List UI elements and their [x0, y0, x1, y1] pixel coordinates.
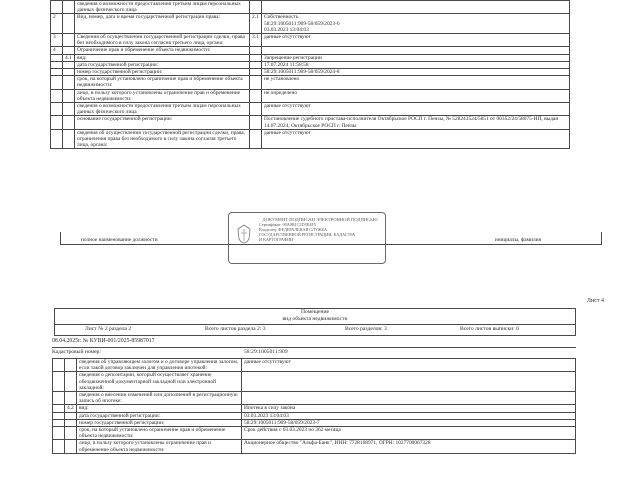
row-label: сведения о внесении изменений или дополнений в регистрационную запись об ипотеке:: [77, 392, 242, 405]
table-row: [51, 14, 570, 34]
table-row: [51, 34, 570, 47]
table-row: [53, 405, 576, 412]
section-sheet-total: Всего листов раздела 2: 3: [205, 326, 266, 332]
row-label: срок, на который установлено ограничение прав и обременение объекта недвижимости:: [77, 427, 242, 440]
row-number: [51, 129, 63, 149]
row-value: Собственность 58:29:1005011:909-58/059/2023-6 03.03.2023 13:04:03: [262, 14, 570, 34]
row-label: лицо, в пользу которого установлены ограничение прав и обременение объекта недвижимости:: [75, 89, 250, 102]
cadastral-label: Кадастровый номер:: [52, 349, 101, 355]
row-value: [262, 1, 570, 14]
row-number: [53, 412, 65, 419]
row-label: сведения о депозитарии, который осуществляет хранение обездвиженной документарной закладной или электронной закладной:: [77, 372, 242, 392]
row-subnumber: [65, 412, 77, 419]
row-value: 17.07.2024 11:58:58: [262, 61, 570, 68]
object-type-caption: вид объекта недвижимости: [282, 316, 348, 322]
position-label: полное наименование должности: [81, 237, 158, 243]
row-subnumber: [250, 103, 262, 116]
table-row: [53, 427, 576, 440]
extract-id: 08.04.2025г. № КУВИ-001/2025-85987017: [52, 338, 155, 344]
row-subnumber: [63, 1, 75, 14]
row-subnumber: [65, 392, 77, 405]
row-value: 58:29:1005011:909-58/059/2024-8: [262, 69, 570, 76]
table-row: [51, 69, 570, 76]
row-label: сведения об осуществлении государственной регистрации сделки, права, ограничения права без необходимого в силу закона согласия третьего лица, органа:: [75, 129, 250, 149]
row-number: [53, 427, 65, 440]
row-subnumber: 4.2: [65, 405, 77, 412]
row-subnumber: [63, 76, 75, 89]
row-label: основание государственной регистрации:: [75, 116, 250, 129]
row-subnumber: [250, 54, 262, 61]
sheet-meta-row: [54, 324, 576, 336]
row-number: [51, 61, 63, 68]
row-number: 3: [51, 34, 63, 47]
table-row: [51, 76, 570, 89]
row-label: номер государственной регистрации:: [77, 419, 242, 426]
row-subnumber: [63, 103, 75, 116]
row-number: [53, 405, 65, 412]
row-number: [51, 116, 63, 129]
table-row: [53, 419, 576, 426]
object-type: Помещение: [300, 309, 329, 315]
table-row: [51, 61, 570, 68]
row-subnumber: [65, 440, 77, 453]
row-value: данные отсутствуют: [262, 129, 570, 149]
row-value: данные отсутствуют: [242, 359, 576, 372]
rights-table: [50, 0, 570, 149]
row-value: Акционерное общество "Альфа-Банк", ИНН: 7728168971, ОГРН: 1027700067328: [242, 440, 576, 453]
row-label: Ограничение прав и обременение объекта недвижимости:: [75, 47, 250, 54]
row-subnumber: [63, 89, 75, 102]
row-value: [242, 392, 576, 405]
stamp-line: ГОСУДАРСТВЕННОЙ РЕГИСТРАЦИИ, КАДАСТРА: [259, 232, 356, 237]
row-number: [51, 76, 63, 89]
row-subnumber: [65, 419, 77, 426]
row-value: не установлено: [262, 76, 570, 89]
table-row: [53, 372, 576, 392]
row-subnumber: [63, 129, 75, 149]
row-label: дата государственной регистрации:: [77, 412, 242, 419]
row-subnumber: [250, 1, 262, 14]
row-label: вид:: [75, 54, 250, 61]
row-subnumber: [250, 116, 262, 129]
row-number: [53, 359, 65, 372]
table-row: [51, 47, 570, 54]
row-number: [51, 69, 63, 76]
stamp-line: Сертификат: 00A0B1C2D3E4F5: [259, 222, 316, 227]
row-label: сведения о возможности предоставления третьим лицам персональных данных физического лица: [75, 103, 250, 116]
row-number: [53, 372, 65, 392]
row-label: срок, на который установлено ограничение прав и обременение объекта недвижимости:: [75, 76, 250, 89]
name-label: инициалы, фамилия: [494, 237, 541, 243]
row-subnumber: [63, 14, 75, 34]
stamp-title: ДОКУМЕНТ ПОДПИСАН ЭЛЕКТРОННОЙ ПОДПИСЬЮ: [262, 217, 378, 222]
row-value: [262, 47, 570, 54]
table-row: [51, 129, 570, 149]
row-value: Запрещение регистрации: [262, 54, 570, 61]
row-value: данные отсутствуют: [262, 34, 570, 47]
cadastral-number: 58:29:1005011:909: [244, 349, 288, 355]
row-label: сведения об управляющем залогом и о договоре управления залогом, если такой договор заключен для управления ипотекой:: [77, 359, 242, 372]
row-value: [242, 372, 576, 392]
row-subnumber: [250, 69, 262, 76]
row-label: Вид, номер, дата и время государственной регистрации права:: [75, 14, 250, 34]
row-number: [51, 54, 63, 61]
row-subnumber: [65, 372, 77, 392]
row-label: сведения о возможности предоставления третьим лицам персональных данных физического лица: [75, 1, 250, 14]
row-value: Постановление судебного пристава-исполнителя Октябрьское РОСП г. Пензы, № 528243524/5851 от 00352/24/58075-ИП, выдан 14.07.2024, Октябрьское РОСП г. Пензы: [262, 116, 570, 129]
row-label: Сведения об осуществлении государственной регистрации сделки, права без необходимого в силу закона согласия третьего лица, органа:: [75, 34, 250, 47]
row-value: Срок действия с 03.03.2023 по 362 месяца: [242, 427, 576, 440]
table-row: [53, 440, 576, 453]
row-label: номер государственной регистрации:: [75, 69, 250, 76]
row-label: вид:: [77, 405, 242, 412]
row-subnumber: 2.1: [250, 14, 262, 34]
row-subnumber: 4.1: [63, 54, 75, 61]
row-subnumber: [63, 61, 75, 68]
row-value: 58:29:1005011:909-58/059/2023-7: [242, 419, 576, 426]
row-value: не определено: [262, 89, 570, 102]
row-label: дата государственной регистрации:: [75, 61, 250, 68]
row-subnumber: [250, 47, 262, 54]
sections-total: Всего разделов: 3: [345, 326, 387, 332]
extract-sheets-total: Всего листов выписки: 6: [460, 326, 519, 332]
row-subnumber: 3.1: [250, 34, 262, 47]
row-value: данные отсутствуют: [262, 103, 570, 116]
row-number: [51, 1, 63, 14]
row-value: Ипотека в силу закона: [242, 405, 576, 412]
row-subnumber: [63, 116, 75, 129]
table-row: [53, 392, 576, 405]
signature-line: [60, 232, 602, 245]
row-value: 03.03.2023 13:04:03: [242, 412, 576, 419]
row-subnumber: [63, 69, 75, 76]
row-subnumber: [65, 427, 77, 440]
row-subnumber: [63, 34, 75, 47]
table-row: [51, 1, 570, 14]
stamp-line: Владелец: ФЕДЕРАЛЬНАЯ СЛУЖБА: [259, 227, 327, 232]
row-subnumber: [250, 76, 262, 89]
row-subnumber: [250, 89, 262, 102]
sheet-number: Лист 4: [586, 298, 604, 304]
row-number: [51, 89, 63, 102]
stamp-line: И КАРТОГРАФИИ: [259, 237, 294, 242]
table-row: [51, 54, 570, 61]
encumbrance-table: [52, 358, 576, 454]
row-number: [53, 392, 65, 405]
table-row: [53, 412, 576, 419]
row-number: [53, 419, 65, 426]
row-subnumber: [63, 47, 75, 54]
table-row: [51, 116, 570, 129]
table-row: [51, 103, 570, 116]
row-subnumber: [250, 129, 262, 149]
object-header: [54, 308, 576, 325]
row-number: 4: [51, 47, 63, 54]
row-number: [51, 103, 63, 116]
row-subnumber: [65, 359, 77, 372]
table-row: [51, 89, 570, 102]
row-subnumber: [250, 61, 262, 68]
row-label: лицо, в пользу которого установлены ограничение прав и обременение объекта недвижимости:: [77, 440, 242, 453]
row-number: 2: [51, 14, 63, 34]
sheet-in-section: Лист № 2 раздела 2: [85, 326, 132, 332]
row-number: [53, 440, 65, 453]
table-row: [53, 359, 576, 372]
